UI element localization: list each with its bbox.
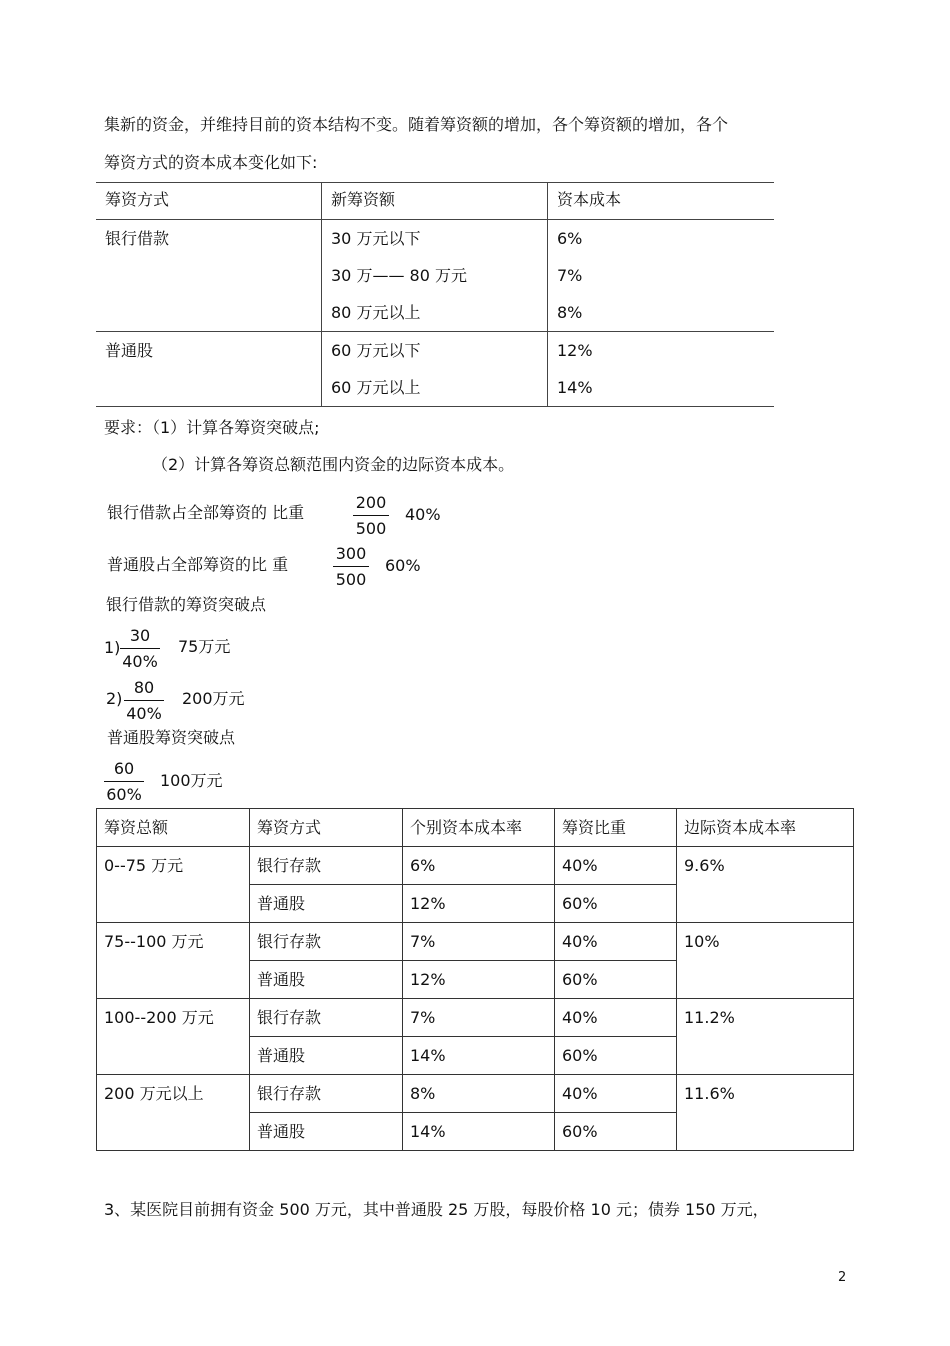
amount-cell: 60 万元以下 (322, 332, 548, 370)
amount-cell: 30 万—— 80 万元 (322, 257, 548, 294)
breakpoint-3-fraction (104, 759, 144, 805)
method-cell: 普通股 (250, 885, 403, 923)
header-method: 筹资方式 (250, 809, 403, 847)
fraction-numerator: 30 (120, 626, 160, 649)
header-new-amount: 新筹资额 (322, 183, 548, 220)
rate-cell: 14% (403, 1113, 555, 1151)
weight-cell: 60% (555, 961, 677, 999)
weight-cell: 60% (555, 1037, 677, 1075)
cost-cell: 14% (548, 369, 775, 407)
rate-cell: 14% (403, 1037, 555, 1075)
cost-cell: 7% (557, 266, 583, 285)
bank-weight-fraction (353, 493, 389, 539)
intro-line-2: 筹资方式的资本成本变化如下: (104, 153, 318, 172)
fraction-numerator: 300 (333, 544, 369, 567)
rate-cell: 6% (403, 847, 555, 885)
requirement-1: 要求：（1）计算各筹资突破点; (104, 418, 320, 437)
stock-weight-result: 60% (385, 556, 421, 575)
breakpoint-2-fraction (124, 678, 164, 724)
fraction-denominator: 500 (355, 519, 387, 538)
stock-weight-label: 普通股占全部筹资的比 重 (107, 555, 289, 574)
rate-cell: 7% (403, 923, 555, 961)
weight-cell: 40% (555, 923, 677, 961)
weight-cell: 60% (555, 1113, 677, 1151)
amount-cell: 60 万元以上 (322, 369, 548, 407)
method-cell: 银行存款 (250, 999, 403, 1037)
range-cell: 75--100 万元 (97, 923, 250, 999)
stock-breakpoint-title: 普通股筹资突破点 (107, 728, 236, 747)
breakpoint-2-result: 200万元 (182, 689, 245, 708)
stock-weight-fraction (333, 544, 369, 590)
range-cell: 200 万元以上 (97, 1075, 250, 1151)
fraction-numerator: 60 (104, 759, 144, 782)
header-weight: 筹资比重 (555, 809, 677, 847)
breakpoint-3-result: 100万元 (160, 771, 223, 790)
marginal-cost-table (96, 808, 854, 1151)
fraction-denominator: 60% (106, 785, 142, 804)
requirement-2: （2）计算各筹资总额范围内资金的边际资本成本。 (152, 455, 515, 474)
header-cost: 资本成本 (548, 183, 775, 220)
rate-cell: 7% (403, 999, 555, 1037)
method-cell: 银行存款 (250, 923, 403, 961)
rate-cell: 12% (403, 961, 555, 999)
marginal-cell: 10% (677, 923, 854, 999)
cost-cell: 12% (557, 341, 593, 360)
rate-cell: 12% (403, 885, 555, 923)
fraction-denominator: 40% (126, 704, 162, 723)
weight-cell: 40% (555, 999, 677, 1037)
method-cell: 银行存款 (250, 847, 403, 885)
fraction-denominator: 500 (335, 570, 367, 589)
header-total: 筹资总额 (97, 809, 250, 847)
question-3: 3、某医院目前拥有资金 500 万元，其中普通股 25 万股，每股价格 10 元；债券 150 万元， (104, 1200, 769, 1219)
intro-line-1: 集新的资金，并维持目前的资本结构不变。随着筹资额的增加，各个筹资额的增加，各个 (104, 115, 729, 134)
method-cell: 普通股 (250, 1113, 403, 1151)
weight-cell: 40% (555, 847, 677, 885)
breakpoint-1-result: 75万元 (178, 637, 231, 656)
method-cell: 普通股 (250, 1037, 403, 1075)
cost-cell: 8% (548, 294, 775, 332)
weight-cell: 40% (555, 1075, 677, 1113)
cost-change-table (96, 182, 774, 407)
fraction-numerator: 200 (353, 493, 389, 516)
method-cell: 普通股 (250, 961, 403, 999)
method-cell: 银行存款 (250, 1075, 403, 1113)
bank-weight-result: 40% (405, 505, 441, 524)
method-cell: 银行借款 (96, 220, 322, 258)
method-cell: 普通股 (96, 332, 322, 370)
bank-breakpoint-title: 银行借款的筹资突破点 (106, 595, 267, 614)
range-cell: 100--200 万元 (97, 999, 250, 1075)
bank-weight-label: 银行借款占全部筹资的 比重 (107, 503, 305, 522)
marginal-cell: 11.2% (677, 999, 854, 1075)
header-individual-rate: 个别资本成本率 (403, 809, 555, 847)
cost-cell: 6% (557, 229, 583, 248)
fraction-denominator: 40% (122, 652, 158, 671)
fraction-numerator: 80 (124, 678, 164, 701)
range-cell: 0--75 万元 (97, 847, 250, 923)
breakpoint-1-fraction (120, 626, 160, 672)
marginal-cell: 9.6% (677, 847, 854, 923)
breakpoint-2-prefix: 2) (106, 689, 123, 708)
rate-cell: 8% (403, 1075, 555, 1113)
header-method: 筹资方式 (96, 183, 322, 220)
breakpoint-1-prefix: 1) (104, 638, 121, 657)
page-number: 2 (838, 1270, 847, 1285)
marginal-cell: 11.6% (677, 1075, 854, 1151)
amount-cell: 30 万元以下 (322, 220, 548, 258)
amount-cell: 80 万元以上 (322, 294, 548, 332)
weight-cell: 60% (555, 885, 677, 923)
header-marginal-rate: 边际资本成本率 (677, 809, 854, 847)
